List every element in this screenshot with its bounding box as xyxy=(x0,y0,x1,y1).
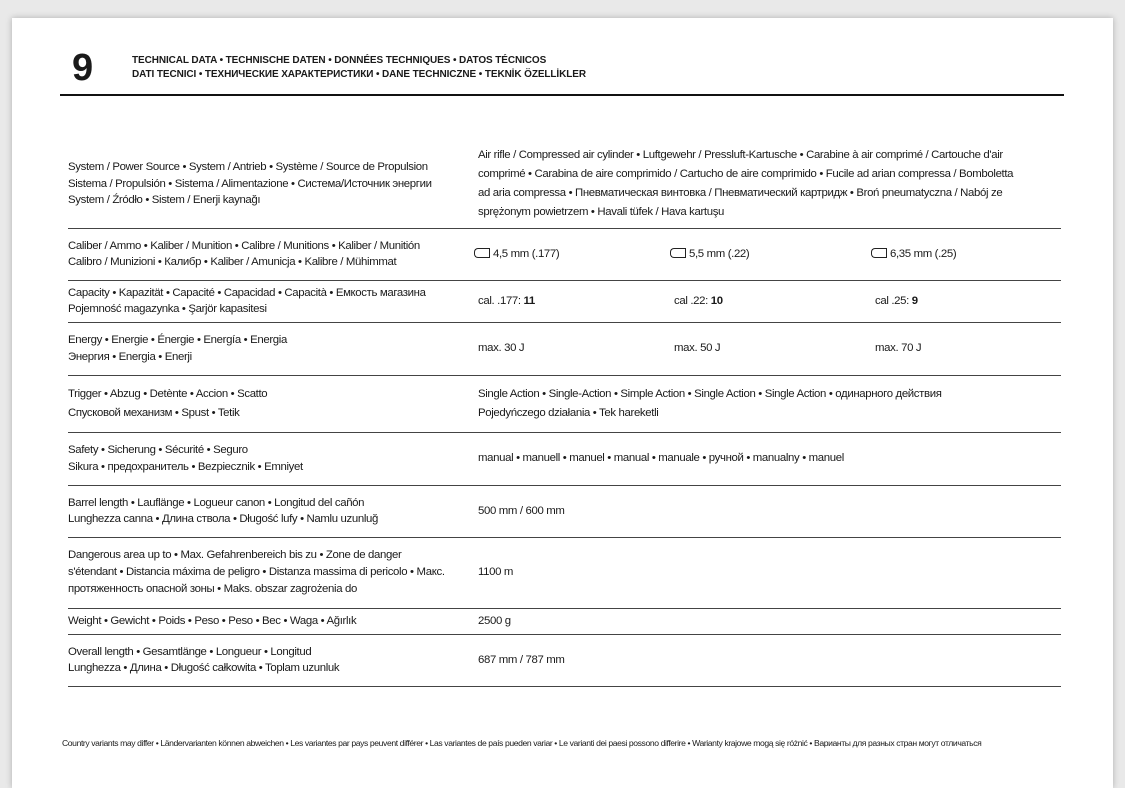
value-line: Pojedyńczego działania • Tek hareketli xyxy=(478,406,659,419)
capacity-value: cal. .177: 11 xyxy=(478,294,535,307)
capacity-value: cal .25: 9 xyxy=(875,294,918,307)
row-value xyxy=(478,375,1061,432)
label-line: Pojemność magazynka • Şarjör kapasitesi xyxy=(68,303,267,315)
label-line: Capacity • Kapazität • Capacité • Capacidad • Capacità • Емкость магазина xyxy=(68,286,426,299)
label-line: Safety • Sicherung • Sécurité • Seguro xyxy=(68,444,248,456)
cartridge-icon xyxy=(674,248,686,258)
row-label xyxy=(68,634,478,686)
row-label xyxy=(68,375,478,432)
label-line: Overall length • Gesamtlänge • Longueur • Longitud xyxy=(68,645,312,658)
table-row-safety xyxy=(68,432,1061,485)
label-line: Lunghezza canna • Длина ствола • Długość lufy • Namlu uzunluğ xyxy=(68,513,378,525)
row-value xyxy=(478,140,1061,228)
row-label: Weight • Gewicht • Poids • Peso • Peso • Вес • Waga • Ağırlık xyxy=(68,608,478,634)
row-label xyxy=(68,537,478,608)
label-line: Lunghezza • Длина • Długość całkowita • Toplam uzunluk xyxy=(68,662,340,674)
energy-value: max. 30 J xyxy=(478,342,525,355)
label-line: Calibro / Munizioni • Калибр • Kaliber / Amunicja • Kalibre / Mühimmat xyxy=(68,256,397,268)
value-line: Air rifle / Compressed air cylinder • Luftgewehr / Pressluft-Kartusche • Carabine à air comprimé / Cartouche d'air xyxy=(478,148,1003,161)
caliber-value: 6,35 mm (.25) xyxy=(875,246,1055,263)
label-line: Sikura • предохранитель • Bezpiecznik • Emniyet xyxy=(68,460,303,473)
page-header xyxy=(60,48,1064,96)
row-value: 2500 g xyxy=(478,608,1061,634)
document-page xyxy=(12,18,1113,788)
cartridge-icon xyxy=(875,248,887,258)
row-label xyxy=(68,140,478,228)
value-line: comprimé • Carabina de aire comprimido / Cartucho de aire comprimido • Fucile ad arian compressa / Bomboletta xyxy=(478,167,1014,180)
label-line: System / Power Source • System / Antrieb • Système / Source de Propulsion xyxy=(68,161,428,173)
cartridge-icon xyxy=(478,248,490,258)
label-line: Energy • Energie • Énergie • Energía • Energia xyxy=(68,334,287,346)
caliber-value: 4,5 mm (.177) xyxy=(478,246,674,263)
section-title-line-1: TECHNICAL DATA • TECHNISCHE DATEN • DONNÉES TECHNIQUES • DATOS TÉCNICOS xyxy=(132,55,547,66)
label-line: Dangerous area up to • Max. Gefahrenbereich bis zu • Zone de danger xyxy=(68,549,402,561)
row-label xyxy=(68,322,478,375)
label-line: Barrel length • Lauflänge • Logueur canon • Longitud del cañón xyxy=(68,496,365,509)
label-line: протяженность опасной зоны • Maks. obszar zagrożenia do xyxy=(68,583,357,595)
row-label xyxy=(68,280,478,322)
table-row-caliber xyxy=(68,228,1061,280)
table-row-system xyxy=(68,140,1061,228)
section-title-line-2: DATI TECNICI • ТЕХНИЧЕСКИЕ ХАРАКТЕРИСТИКИ • DANE TECHNICZNE • TEKNİK ÖZELLİKLER xyxy=(132,69,586,80)
page-number: 9 xyxy=(72,47,94,89)
caliber-value: 5,5 mm (.22) xyxy=(674,246,875,263)
energy-value: max. 50 J xyxy=(674,342,721,355)
label-line: s'étendant • Distancia máxima de peligro • Distanza massima di pericolo • Макс. xyxy=(68,566,445,578)
technical-data-table xyxy=(68,140,1061,687)
label-line: Энергия • Energia • Enerji xyxy=(68,350,192,363)
table-row-barrel-length xyxy=(68,485,1061,537)
label-line: System / Źródło • Sistem / Enerji kaynağı xyxy=(68,194,261,206)
energy-value: max. 70 J xyxy=(875,342,922,355)
label-line: Спусковой механизм • Spust • Tetik xyxy=(68,406,240,419)
row-label xyxy=(68,432,478,485)
row-value xyxy=(478,280,1061,322)
section-title xyxy=(132,54,586,82)
table-row-overall-length xyxy=(68,634,1061,686)
value-line: ad aria compressa • Пневматическая винтовка / Пневматический картридж • Broń pneumatyczna / Nabój ze xyxy=(478,186,1003,199)
table-row-dangerous-area xyxy=(68,537,1061,608)
label-line: Caliber / Ammo • Kaliber / Munition • Calibre / Munitions • Kaliber / Munitión xyxy=(68,239,420,252)
row-label xyxy=(68,485,478,537)
row-value xyxy=(478,322,1061,375)
table-row-trigger xyxy=(68,375,1061,432)
row-value xyxy=(478,228,1061,280)
country-variants-note: Country variants may differ • Ländervarianten können abweichen • Les variantes par pays peuvent différer • Las variantes de país pueden variar • Le varianti dei paesi possono differire • Warianty krajowe mogą się różnić • Варианты для разных стран могут отличаться xyxy=(62,738,982,748)
row-value: 1100 m xyxy=(478,537,1061,608)
value-line: sprężonym powietrzem • Havali tüfek / Hava kartuşu xyxy=(478,205,725,218)
capacity-value: cal .22: 10 xyxy=(674,294,723,307)
label-line: Trigger • Abzug • Detènte • Accion • Scatto xyxy=(68,387,268,400)
table-row-energy xyxy=(68,322,1061,375)
label-line: Sistema / Propulsión • Sistema / Alimentazione • Система/Источник энергии xyxy=(68,177,432,190)
row-value: manual • manuell • manuel • manual • manuale • ручной • manualny • manuel xyxy=(478,432,1061,485)
table-row-weight xyxy=(68,608,1061,634)
row-value: 687 mm / 787 mm xyxy=(478,634,1061,686)
row-label xyxy=(68,228,478,280)
table-row-capacity xyxy=(68,280,1061,322)
value-line: Single Action • Single-Action • Simple Action • Single Action • Single Action • одинарного действия xyxy=(478,387,942,400)
row-value: 500 mm / 600 mm xyxy=(478,485,1061,537)
